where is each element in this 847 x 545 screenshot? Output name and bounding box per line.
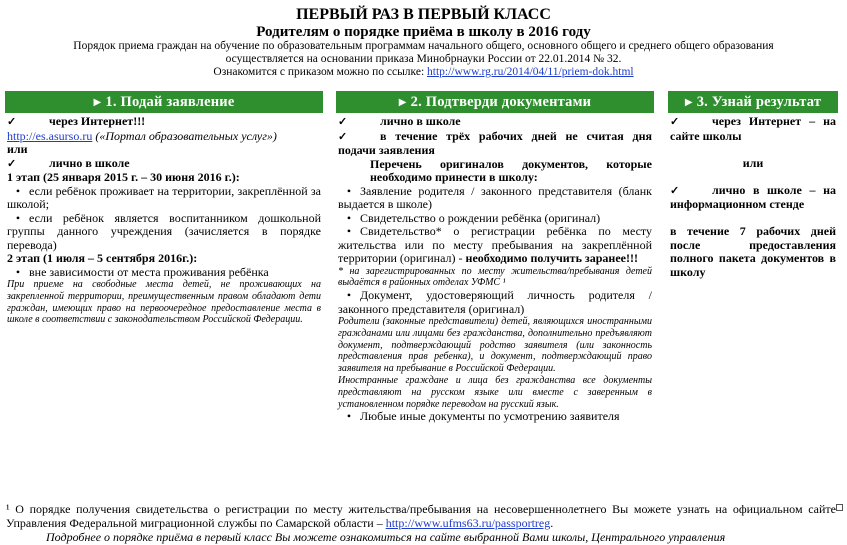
checkmark-icon: ✓ <box>7 157 17 170</box>
arrow-icon: ▶ <box>684 97 693 108</box>
doc-item-3-warning: необходимо получить заранее!!! <box>465 251 638 265</box>
step2-column <box>336 91 654 424</box>
step3-in-school: лично в школе – на информационном стенде <box>670 182 836 211</box>
order-link-line <box>0 66 847 79</box>
document-header <box>0 6 847 79</box>
step2-in-school: лично в школе <box>380 114 461 128</box>
intro-line-1: Порядок приема граждан на обучение по образовательным программам начального общего, основного общего и среднего общего образования <box>73 40 774 52</box>
page-subtitle: Родителям о порядке приёма в школу в 2016 году <box>256 24 591 40</box>
bullet-icon: • <box>346 288 352 303</box>
checkmark-icon: ✓ <box>670 184 680 197</box>
documents-list-title: Перечень оригиналов документов, которые необходимо принести в школу: <box>370 156 652 184</box>
order-link[interactable]: http://www.rg.ru/2014/04/11/priem-dok.html <box>427 66 634 78</box>
checkmark-icon: ✓ <box>670 116 680 128</box>
portal-desc: («Портал образовательных услуг») <box>92 128 277 143</box>
step3-or: или <box>742 155 764 170</box>
step1-column <box>5 91 323 326</box>
doc-item-2: Свидетельство о рождении ребёнка (оригинал) <box>360 210 601 225</box>
step1-or: или <box>7 142 28 156</box>
priority-note: При приеме на свободные места детей, не проживающих на закрепленной территории, преимущественным правом обладают дети граждан, имеющих право на первоочередное предоставление места в школе в соответствии с законодательством Российской Федерации. <box>7 279 321 326</box>
stage1-title: 1 этап (25 января 2015 г. – 30 июня 2016 г.): <box>7 170 240 184</box>
stage1-item-2: если ребёнок является воспитанником дошкольной группы данного учреждения (зачисляется в порядке перевода) <box>7 210 321 252</box>
bullet-icon: • <box>346 183 352 198</box>
step1-heading-bar <box>5 91 323 113</box>
foreign-note-2: Иностранные граждане и лица без гражданства все документы представляют на русском языке или вместе с заверенным в установленном порядке переводом на русский язык. <box>338 375 652 410</box>
bullet-icon: • <box>346 210 352 225</box>
bullet-icon: • <box>346 409 352 424</box>
intro-line-2: осуществляется на основании приказа Минобрнауки России от 22.01.2014 № 32. <box>225 53 622 65</box>
bullet-icon: • <box>15 183 21 198</box>
doc-item-3-note: * на зарегистрированных по месту жительства/пребывания детей выдаётся в районных отделах УФМС ¹ <box>338 265 652 289</box>
stage2-title: 2 этап (1 июля – 5 сентября 2016г.): <box>7 251 198 265</box>
ufms-link[interactable]: http://www.ufms63.ru/passportreg <box>385 516 551 530</box>
step2-within: в течение трёх рабочих дней не считая дня подачи заявления <box>338 128 652 157</box>
bullet-icon: • <box>15 210 21 225</box>
step2-heading-bar <box>336 91 654 113</box>
step3-internet: через Интернет – на сайте школы <box>670 114 836 143</box>
arrow-icon: ▶ <box>93 97 102 108</box>
stage2-item-1: вне зависимости от места проживания ребёнка <box>29 264 269 279</box>
bullet-icon: • <box>15 264 21 279</box>
step1-in-school: лично в школе <box>49 155 130 170</box>
footnote-end: . <box>550 516 554 530</box>
arrow-icon: ▶ <box>398 97 407 108</box>
bullet-icon: • <box>346 224 352 238</box>
page-title: ПЕРВЫЙ РАЗ В ПЕРВЫЙ КЛАСС <box>296 6 551 23</box>
stage1-item-1: если ребёнок проживает на территории, закреплённой за школой; <box>7 183 321 211</box>
footnote-more-info: Подробнее о порядке приёма в первый класс Вы можете ознакомиться на сайте выбранной Вами школы, Центрального управления <box>46 530 726 544</box>
steps-columns <box>0 91 847 501</box>
footnote-text: ¹ О порядке получения свидетельства о регистрации по месту жительства/пребывания на несовершеннолетнего Вы можете узнать на официальном сайте Управления Федеральной миграционной службы по Самарской области – <box>6 502 836 530</box>
step3-heading: 3. Узнай результат <box>696 94 822 110</box>
step3-within: в течение 7 рабочих дней после предоставления полного пакета документов в школу <box>670 224 836 279</box>
step3-column <box>668 91 838 279</box>
checkmark-icon: ✓ <box>7 116 17 128</box>
doc-item-5: Любые иные документы по усмотрению заявителя <box>360 409 620 424</box>
checkmark-icon: ✓ <box>338 130 348 143</box>
checkmark-icon: ✓ <box>338 116 348 128</box>
order-link-prefix: Ознакомится с приказом можно по ссылке: <box>213 66 428 78</box>
step3-heading-bar <box>668 91 838 113</box>
step2-heading: 2. Подтверди документами <box>410 94 592 110</box>
step1-internet: через Интернет!!! <box>49 114 146 128</box>
footnote <box>6 502 836 544</box>
doc-item-1: Заявление родителя / законного представителя (бланк выдается в школе) <box>338 183 652 211</box>
foreign-note-1: Родители (законные представители) детей, являющихся иностранными гражданами или лицами без гражданства, дополнительно предъявляют документ, подтверждающий родство заявителя (или законность представления прав ребенка), и документ, подтверждающий право заявителя на пребывание в Российской Федерации. <box>338 316 652 375</box>
step1-heading: 1. Подай заявление <box>105 94 235 110</box>
doc-item-4: Документ, удостоверяющий личность родителя / законного представителя (оригинал) <box>338 288 652 316</box>
resize-handle-icon <box>836 504 843 511</box>
doc-item-3: Свидетельство* о регистрации ребёнка по месту жительства или по месту пребывания на закреплённой территории (оригинал) - <box>338 224 652 265</box>
portal-link[interactable]: http://es.asurso.ru <box>7 128 93 143</box>
